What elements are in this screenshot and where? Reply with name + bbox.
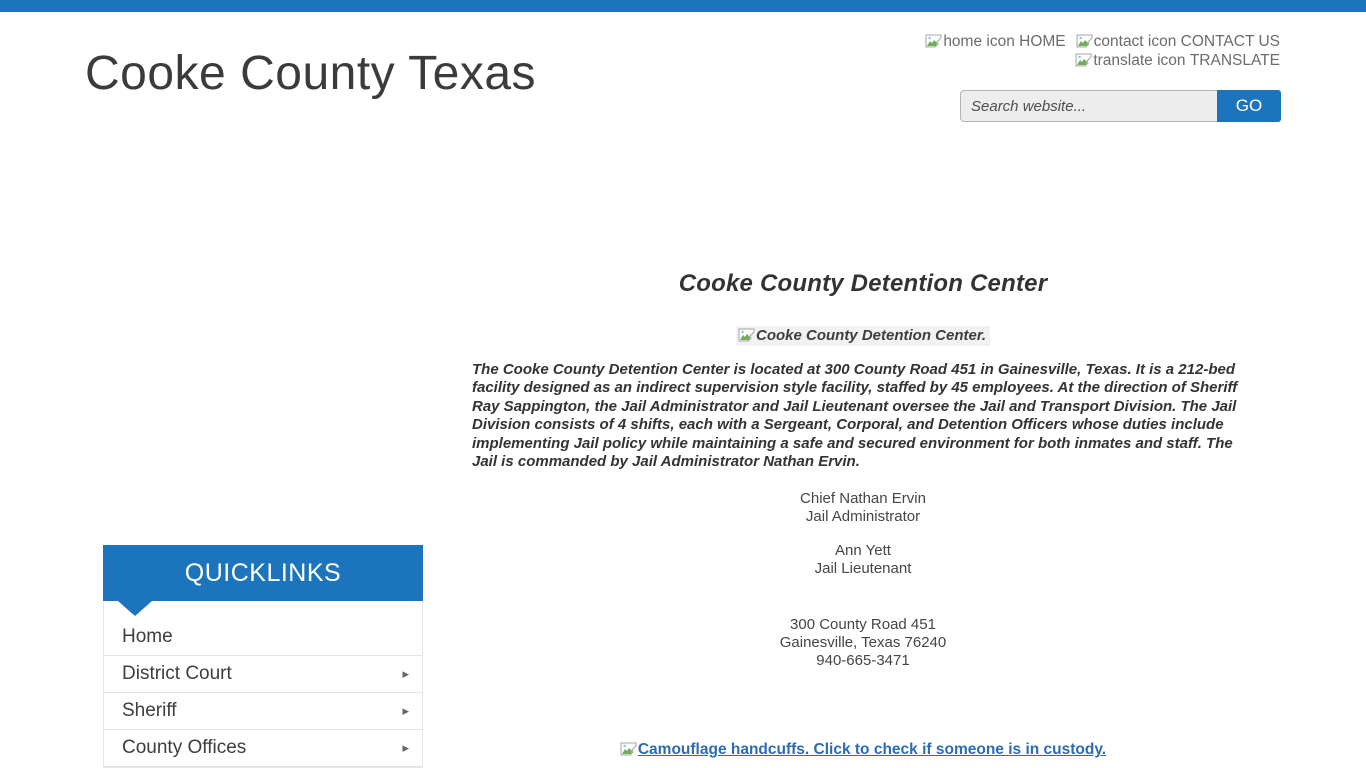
main-content: [455, 270, 1271, 759]
quicklinks-notch: [118, 601, 152, 616]
sidebar-item-sheriff[interactable]: [104, 693, 422, 730]
broken-image-icon: [1076, 34, 1093, 48]
quicklinks-sidebar: [103, 545, 423, 768]
top-accent-bar: [0, 0, 1366, 12]
custody-check-row: [455, 741, 1271, 759]
broken-image-icon: [738, 328, 755, 342]
nav-translate-label: TRANSLATE: [1189, 52, 1280, 69]
nav-home-label: HOME: [1019, 33, 1066, 50]
sidebar-item-label: Sheriff: [122, 700, 177, 721]
nav-translate-icon-alt: translate icon: [1093, 52, 1186, 69]
detention-center-image: [736, 326, 990, 346]
nav-contact-label: CONTACT US: [1180, 33, 1280, 50]
site-title: Cooke County Texas: [85, 47, 537, 100]
top-nav-row-1: [925, 32, 1280, 51]
nav-contact-icon-alt: contact icon: [1093, 33, 1177, 50]
sidebar-item-district-court[interactable]: [104, 656, 422, 693]
search-go-button[interactable]: GO: [1217, 90, 1281, 122]
nav-contact-link[interactable]: [1076, 33, 1280, 50]
quicklinks-title: QUICKLINKS: [184, 559, 342, 587]
staff-title: Jail Lieutenant: [814, 560, 912, 578]
page-title: Cooke County Detention Center: [678, 270, 1048, 297]
broken-image-icon: [620, 742, 637, 756]
sidebar-item-home[interactable]: [104, 619, 422, 656]
chevron-right-icon: ▸: [402, 703, 409, 718]
chevron-right-icon: ▸: [402, 666, 409, 681]
sidebar-item-label: District Court: [122, 663, 232, 684]
broken-image-icon: [925, 34, 942, 48]
quicklinks-header: [103, 545, 423, 601]
sidebar-item-label: County Offices: [122, 737, 247, 758]
staff-entry: [455, 542, 1271, 578]
search-input[interactable]: [960, 90, 1217, 122]
nav-home-link[interactable]: [925, 33, 1065, 50]
address-block: [455, 616, 1271, 670]
staff-entry: [455, 490, 1271, 526]
nav-home-icon-alt: home icon: [943, 33, 1015, 50]
search-bar: [960, 90, 1281, 122]
address-line: Gainesville, Texas 76240: [779, 634, 947, 652]
staff-name: Ann Yett: [835, 542, 891, 560]
chevron-right-icon: ▸: [402, 740, 409, 755]
custody-check-link[interactable]: [620, 741, 1106, 758]
top-nav-row-2: [925, 51, 1280, 70]
top-nav: [925, 32, 1280, 70]
nav-translate-link[interactable]: [1075, 52, 1280, 69]
quicklinks-menu: [103, 601, 423, 768]
staff-name: Chief Nathan Ervin: [800, 490, 926, 508]
detention-center-description: The Cooke County Detention Center is located at 300 County Road 451 in Gainesville, Texas. It is a 212-bed facility designed as an indirect supervision style facility, staffed by 45 employees. At the direction of Sheriff Ray Sappington, the Jail Administrator and Jail Lieutenant oversee the Jail and Transport Division. The Jail Division consists of 4 shifts, each with a Sergeant, Corporal, and Detention Officers whose duties include implementing Jail policy while maintaining a safe and secured environment for both inmates and staff. The Jail is commanded by Jail Administrator Nathan Ervin.: [472, 361, 1238, 471]
broken-image-icon: [1075, 53, 1092, 67]
phone-number: 940-665-3471: [816, 652, 910, 670]
sidebar-item-label: Home: [122, 626, 173, 647]
sidebar-item-county-offices[interactable]: [104, 730, 422, 767]
detention-center-image-alt: Cooke County Detention Center.: [755, 327, 987, 344]
custody-check-link-label: Camouflage handcuffs. Click to check if someone is in custody.: [637, 741, 1107, 759]
address-line: 300 County Road 451: [790, 616, 936, 634]
staff-title: Jail Administrator: [805, 508, 921, 526]
